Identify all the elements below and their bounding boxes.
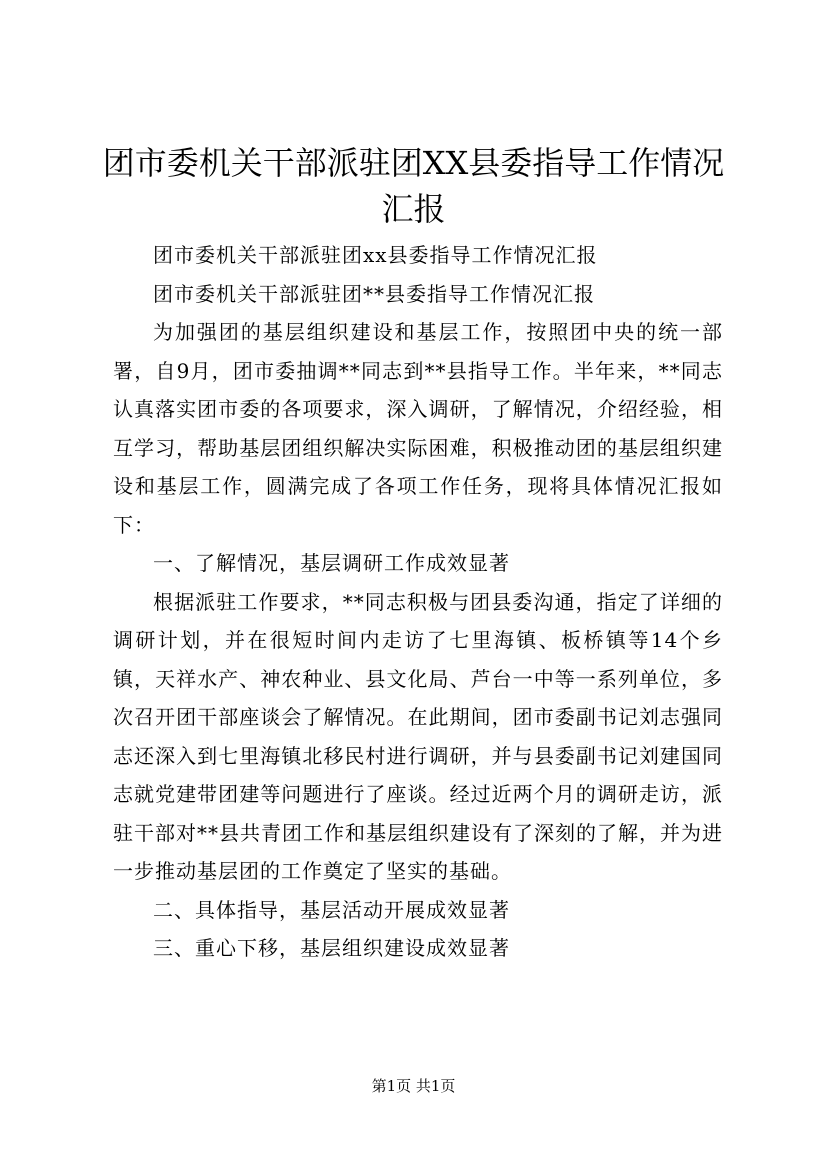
paragraph-intro: 为加强团的基层组织建设和基层工作，按照团中央的统一部署，自9月，团市委抽调**同志到**县指导工作。半年来，**同志认真落实团市委的各项要求，深入调研，了解情况，介绍经验，相互学习，帮助基层团组织解决实际困难，积极推动团的基层组织建设和基层工作，圆满完成了各项工作任务，现将具体情况汇报如下： [113, 320, 723, 537]
document-body [113, 236, 723, 968]
section-heading-3: 三、重心下移，基层组织建设成效显著 [153, 936, 510, 960]
paragraph-subtitle-1: 团市委机关干部派驻团xx县委指导工作情况汇报 [153, 243, 598, 267]
page-footer: 第1页 共1页 [371, 1077, 456, 1095]
paragraph-subtitle-2: 团市委机关干部派驻团**县委指导工作情况汇报 [153, 281, 595, 306]
section-heading-1: 一、了解情况，基层调研工作成效显著 [153, 551, 510, 575]
section-heading-2: 二、具体指导，基层活动开展成效显著 [153, 897, 510, 922]
document-title: 团市委机关干部派驻团XX县委指导工作情况汇报 [102, 144, 725, 228]
paragraph-section-1: 根据派驻工作要求，**同志积极与团县委沟通，指定了详细的调研计划，并在很短时间内走访了七里海镇、板桥镇等14个乡镇，天祥水产、神农种业、县文化局、芦台一中等一系列单位，多次召开团干部座谈会了解情况。在此期间，团市委副书记刘志强同志还深入到七里海镇北移民村进行调研，并与县委副书记刘建国同志就党建带团建等问题进行了座谈。经过近两个月的调研走访，派驻干部对**县共青团工作和基层组织建设有了深刻的了解，并为进一步推动基层团的工作奠定了坚实的基础。 [113, 589, 723, 883]
